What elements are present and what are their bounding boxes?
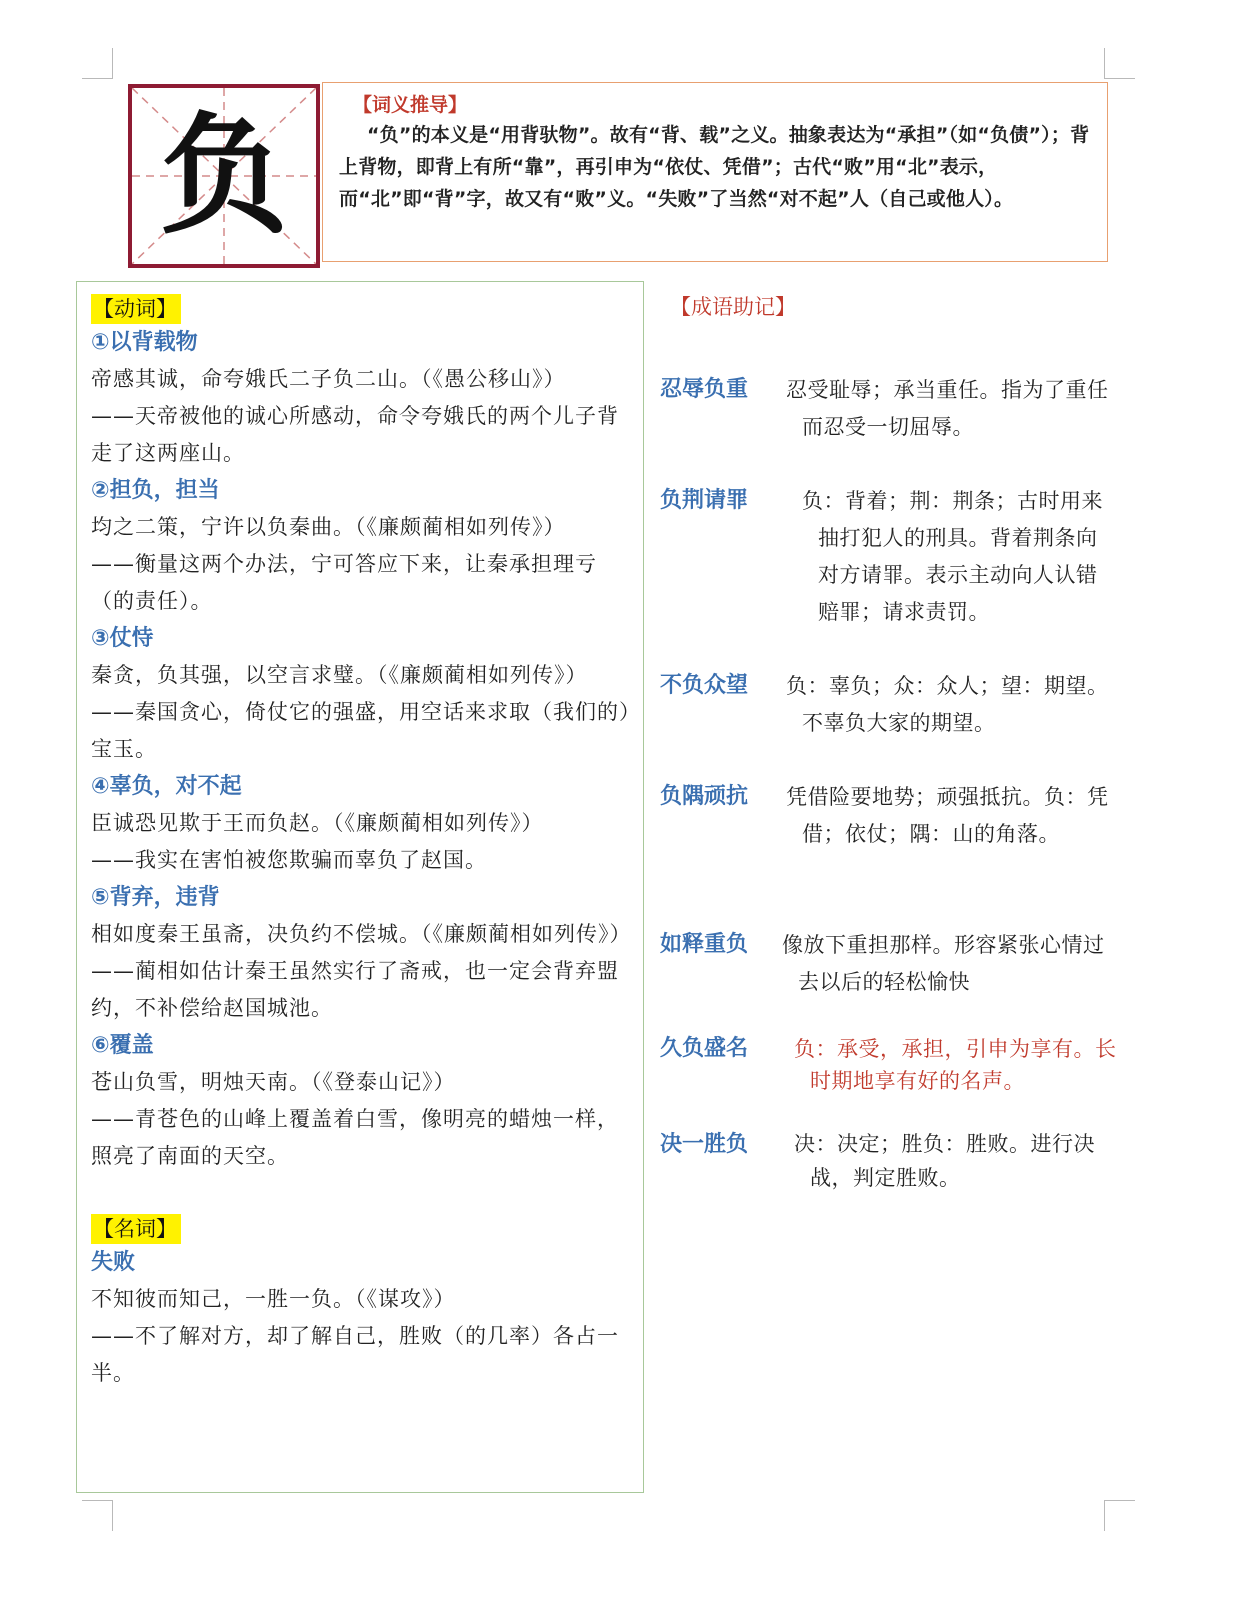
idiom-desc: 决：决定；胜负：胜败。进行决战，判定胜败。 [794, 1132, 1095, 1190]
verb-sense-6 [91, 1027, 633, 1175]
noun-sense-1 [91, 1244, 633, 1392]
crop-mark-bottom-right [1104, 1500, 1135, 1531]
character-grid-box [128, 84, 320, 268]
idiom-desc: 负：背着；荆：荆条；古时用来抽打犯人的刑具。背着荆条向对方请罪。表示主动向人认错赔罪；请求责罚。 [802, 489, 1103, 624]
verb-tag: 【动词】 [91, 294, 181, 324]
definition-title: 【词义推导】 [353, 94, 468, 116]
crop-mark-bottom-left [82, 1500, 113, 1531]
idiom-term: 久负盛名 [660, 1036, 749, 1061]
sense-label: ⑥覆盖 [91, 1033, 154, 1058]
idiom-desc: 像放下重担那样。形容紧张心情过去以后的轻松愉快 [782, 933, 1105, 994]
example-sentence: 苍山负雪，明烛天南。（《登泰山记》） [91, 1070, 456, 1094]
example-sentence: 臣诚恐见欺于王而负赵。（《廉颇蔺相如列传》） [91, 811, 544, 835]
crop-mark-top-left [82, 48, 113, 79]
example-translation: ——天帝被他的诚心所感动，命令夸娥氏的两个儿子背走了这两座山。 [91, 404, 619, 465]
example-translation: ——我实在害怕被您欺骗而辜负了赵国。 [91, 848, 487, 872]
idiom-term: 负荆请罪 [660, 488, 749, 513]
idiom-desc: 凭借险要地势；顽强抵抗。负：凭借；依仗；隅：山的角落。 [786, 785, 1109, 846]
example-sentence: 均之二策，宁许以负秦曲。（《廉颇蔺相如列传》） [91, 515, 566, 539]
sense-label: 失败 [91, 1250, 136, 1275]
verb-sense-1 [91, 324, 633, 472]
crop-mark-top-right [1104, 48, 1135, 79]
idiom-desc: 负：承受，承担，引申为享有。长时期地享有好的名声。 [794, 1037, 1117, 1093]
sense-label: ④辜负，对不起 [91, 774, 242, 799]
sense-label: ①以背载物 [91, 330, 198, 355]
main-character: 负 [159, 101, 288, 251]
sense-label: ②担负，担当 [91, 478, 220, 503]
example-translation: ——不了解对方，却了解自己，胜败（的几率）各占一半。 [91, 1324, 619, 1385]
idiom-term: 负隅顽抗 [660, 784, 749, 809]
example-sentence: 相如度秦王虽斋，决负约不偿城。（《廉颇蔺相如列传》） [91, 922, 632, 946]
noun-tag: 【名词】 [91, 1214, 181, 1244]
example-translation: ——衡量这两个办法，宁可答应下来，让秦承担理亏（的责任）。 [91, 552, 597, 613]
example-sentence: 不知彼而知己，一胜一负。（《谋攻》） [91, 1287, 456, 1311]
verb-sense-4 [91, 768, 633, 879]
sense-label: ⑤背弃，违背 [91, 885, 220, 910]
idiom-desc: 负：辜负；众：众人；望：期望。不辜负大家的期望。 [786, 674, 1109, 735]
idiom-term: 如释重负 [660, 932, 749, 957]
sense-label: ③仗恃 [91, 626, 154, 651]
example-sentence: 帝感其诚，命夸娥氏二子负二山。（《愚公移山》） [91, 367, 566, 391]
idioms-title: 【成语助记】 [670, 295, 796, 319]
verb-sense-2 [91, 472, 633, 620]
idiom-term: 决一胜负 [660, 1132, 749, 1157]
definition-box [322, 82, 1108, 262]
idiom-term: 不负众望 [660, 673, 749, 698]
example-translation: ——蔺相如估计秦王虽然实行了斋戒，也一定会背弃盟约，不补偿给赵国城池。 [91, 959, 619, 1020]
usage-column [76, 281, 644, 1493]
idiom-term: 忍辱负重 [660, 377, 749, 402]
example-translation: ——秦国贪心，倚仗它的强盛，用空话来求取（我们的）宝玉。 [91, 700, 631, 761]
verb-sense-5 [91, 879, 633, 1027]
verb-sense-3 [91, 620, 633, 768]
idiom-desc: 忍受耻辱；承当重任。指为了重任而忍受一切屈辱。 [786, 378, 1109, 439]
example-sentence: 秦贪，负其强，以空言求璧。（《廉颇蔺相如列传》） [91, 663, 588, 687]
definition-text: “负”的本义是“用背驮物”。故有“背、载”之义。抽象表达为“承担”（如“负债”）；背上背物，即背上有所“靠”，再引申为“依仗、凭借”；古代“败”用“北”表示，而“北”即“背”字，故又有“败”义。“失败”了当然“对不起”人（自己或他人）。 [339, 124, 1090, 210]
example-translation: ——青苍色的山峰上覆盖着白雪，像明亮的蜡烛一样，照亮了南面的天空。 [91, 1107, 619, 1168]
